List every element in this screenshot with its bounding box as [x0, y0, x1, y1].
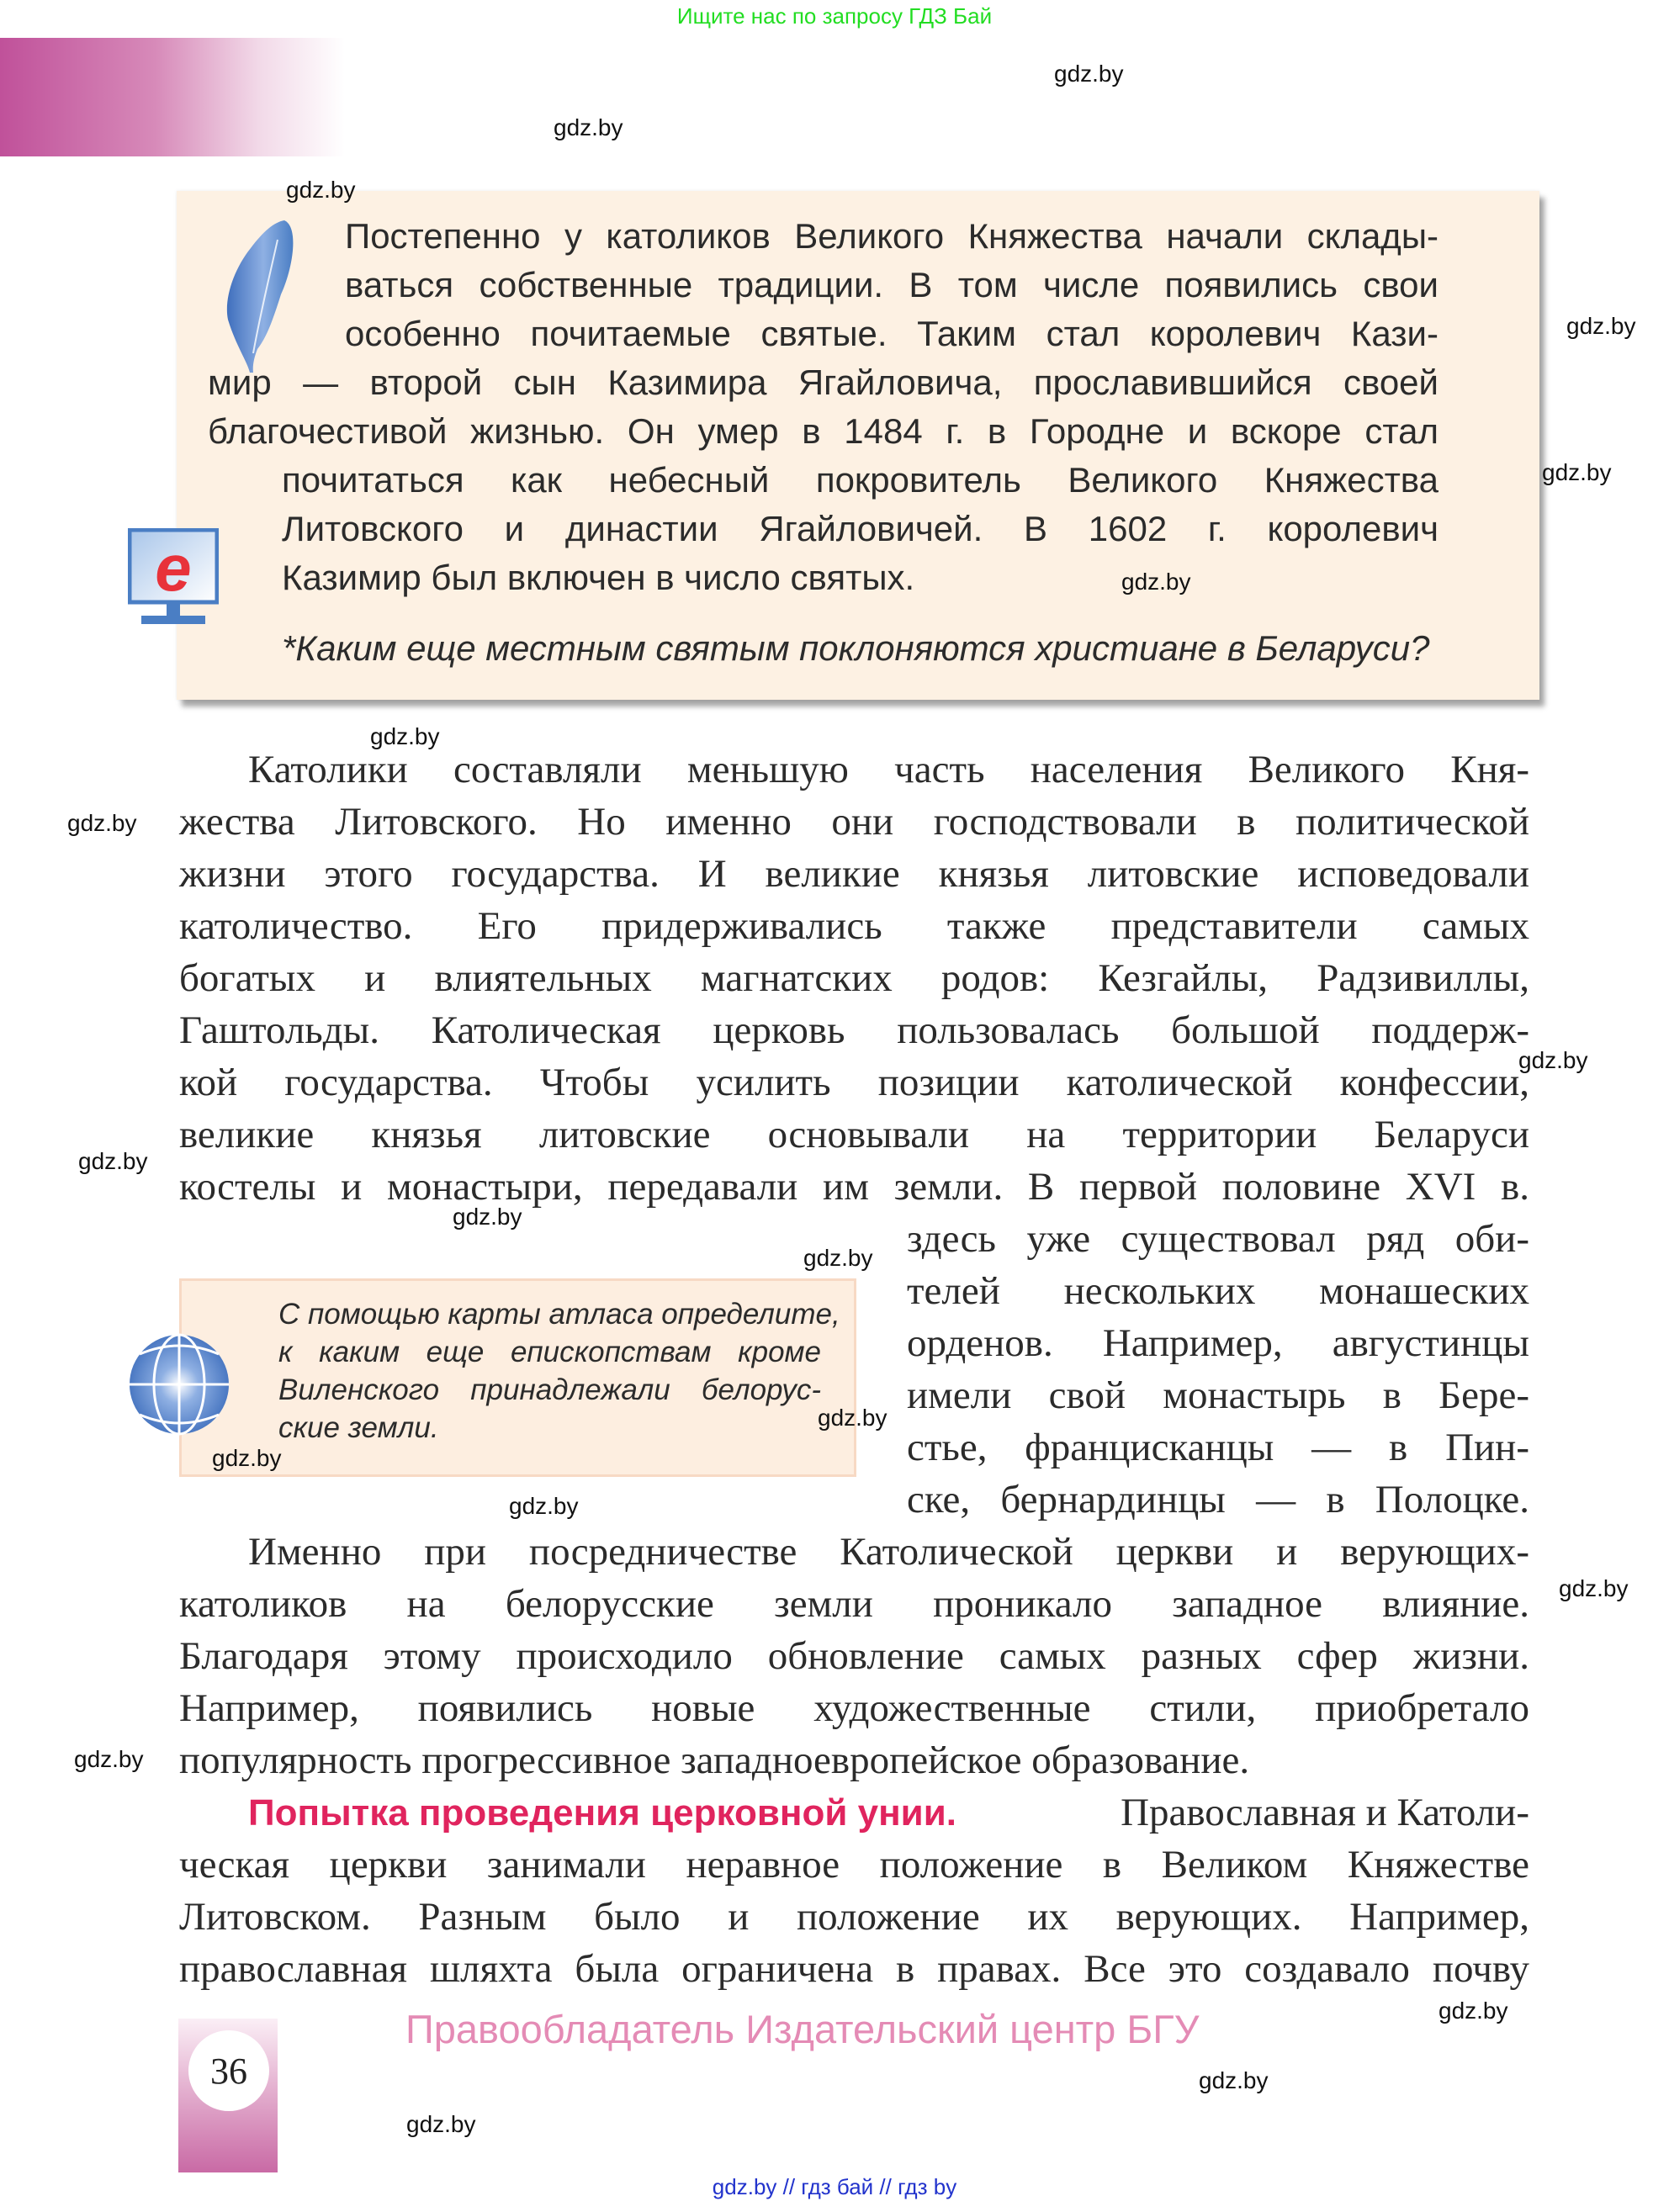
body-line: Литовском. Разным было и положение их верующих. Например,	[179, 1895, 1529, 1939]
info-box	[177, 191, 1539, 700]
watermark: gdz.by	[1054, 61, 1124, 87]
watermark: gdz.by	[1121, 569, 1191, 595]
watermark: gdz.by	[67, 810, 137, 836]
watermark: gdz.by	[78, 1148, 148, 1174]
body-line: Гаштольды. Католическая церковь пользовалась большой поддерж-	[179, 1008, 1529, 1052]
body-line: ческая церкви занимали неравное положение в Великом Княжестве	[179, 1843, 1529, 1887]
body-line: жества Литовского. Но именно они господствовали в политической	[179, 800, 1529, 844]
watermark: gdz.by	[1199, 2067, 1269, 2093]
copyright-owner: Правообладатель Издательский центр БГУ	[405, 2007, 1200, 2051]
section-heading-line	[248, 1790, 1529, 1835]
info-line: ваться собственные традиции. В том числе появились свои	[345, 265, 1439, 304]
watermark: gdz.by	[74, 1746, 144, 1772]
atlas-line: ские земли.	[278, 1411, 439, 1444]
watermark: gdz.by	[803, 1245, 873, 1271]
body-line: здесь уже существовал ряд оби-	[907, 1217, 1529, 1261]
watermark: gdz.by	[1542, 459, 1612, 485]
atlas-line: Виленского принадлежали белорус-	[278, 1373, 821, 1406]
body-line: орденов. Например, августинцы	[907, 1321, 1529, 1365]
body-line: Например, появились новые художественные стили, приобретало	[179, 1686, 1529, 1730]
body-line: католиков на белорусские земли проникало западное влияние.	[179, 1582, 1529, 1626]
info-question: *Каким еще местным святым поклоняются христиане в Беларуси?	[282, 628, 1430, 668]
watermark: gdz.by	[554, 114, 623, 140]
info-line: Литовского и династии Ягайловичей. В 1602 г. королевич	[282, 509, 1439, 548]
watermark: gdz.by	[1559, 1575, 1629, 1601]
watermark: gdz.by	[212, 1445, 282, 1471]
body-line: православная шляхта была ограничена в правах. Все это создавало почву	[179, 1947, 1529, 1991]
body-line: стье, францисканцы — в Пин-	[907, 1426, 1529, 1469]
body-text: Православная и Католи-	[1121, 1791, 1529, 1834]
svg-text:e: e	[155, 531, 192, 605]
watermark: gdz.by	[1566, 313, 1636, 339]
info-line: особенно почитаемые святые. Таким стал королевич Кази-	[345, 314, 1439, 353]
top-banner[interactable]: Ищите нас по запросу ГДЗ Бай	[676, 3, 993, 29]
body-line: телей нескольких монашеских	[907, 1269, 1529, 1313]
info-line: Постепенно у католиков Великого Княжества начали склады-	[345, 216, 1439, 256]
feather-icon	[225, 219, 301, 374]
body-line: Благодаря этому происходило обновление самых разных сфер жизни.	[179, 1634, 1529, 1678]
globe-icon[interactable]	[128, 1333, 230, 1436]
atlas-line: к каким еще епископствам кроме	[278, 1336, 821, 1368]
watermark: gdz.by	[818, 1405, 887, 1431]
e-monitor-icon[interactable]	[128, 528, 219, 626]
info-line: почитаться как небесный покровитель Великого Княжества	[282, 460, 1439, 500]
watermark: gdz.by	[286, 177, 356, 203]
info-line: Казимир был включен в число святых.	[282, 558, 915, 597]
body-line: популярность прогрессивное западноевропейское образование.	[179, 1738, 1250, 1782]
watermark: gdz.by	[406, 2111, 476, 2137]
body-line: жизни этого государства. И великие князья литовские исповедовали	[179, 852, 1529, 896]
body-line: католичество. Его придерживались также представители самых	[179, 904, 1529, 948]
body-line: кой государства. Чтобы усилить позиции католической конфессии,	[179, 1061, 1529, 1104]
header-gradient-bar	[0, 38, 345, 156]
footer-links[interactable]: gdz.by // гдз бай // гдз by	[712, 2174, 957, 2199]
info-line: мир — второй сын Казимира Ягайловича, прославившийся своей	[208, 362, 1439, 402]
watermark: gdz.by	[1518, 1047, 1588, 1073]
atlas-line: С помощью карты атласа определите,	[278, 1298, 840, 1331]
page-number: 36	[188, 2030, 269, 2111]
watermark: gdz.by	[453, 1204, 522, 1230]
info-line: благочестивой жизнью. Он умер в 1484 г. в Городне и вскоре стал	[208, 411, 1439, 451]
body-line: великие князья литовские основывали на территории Беларуси	[179, 1113, 1529, 1156]
body-line: ске, бернардинцы — в Полоцке.	[907, 1478, 1529, 1521]
body-line: богатых и влиятельных магнатских родов: Кезгайлы, Радзивиллы,	[179, 956, 1529, 1000]
watermark: gdz.by	[1439, 1998, 1508, 2024]
body-line: Именно при посредничестве Католической церкви и верующих-	[248, 1530, 1529, 1574]
body-line: Католики составляли меньшую часть населения Великого Кня-	[248, 748, 1529, 791]
body-line: имели свой монастырь в Бере-	[907, 1373, 1529, 1417]
watermark: gdz.by	[370, 723, 440, 749]
section-heading: Попытка проведения церковной унии.	[248, 1792, 956, 1834]
body-line: костелы и монастыри, передавали им земли. В первой половине XVI в.	[179, 1165, 1529, 1209]
watermark: gdz.by	[509, 1493, 579, 1519]
